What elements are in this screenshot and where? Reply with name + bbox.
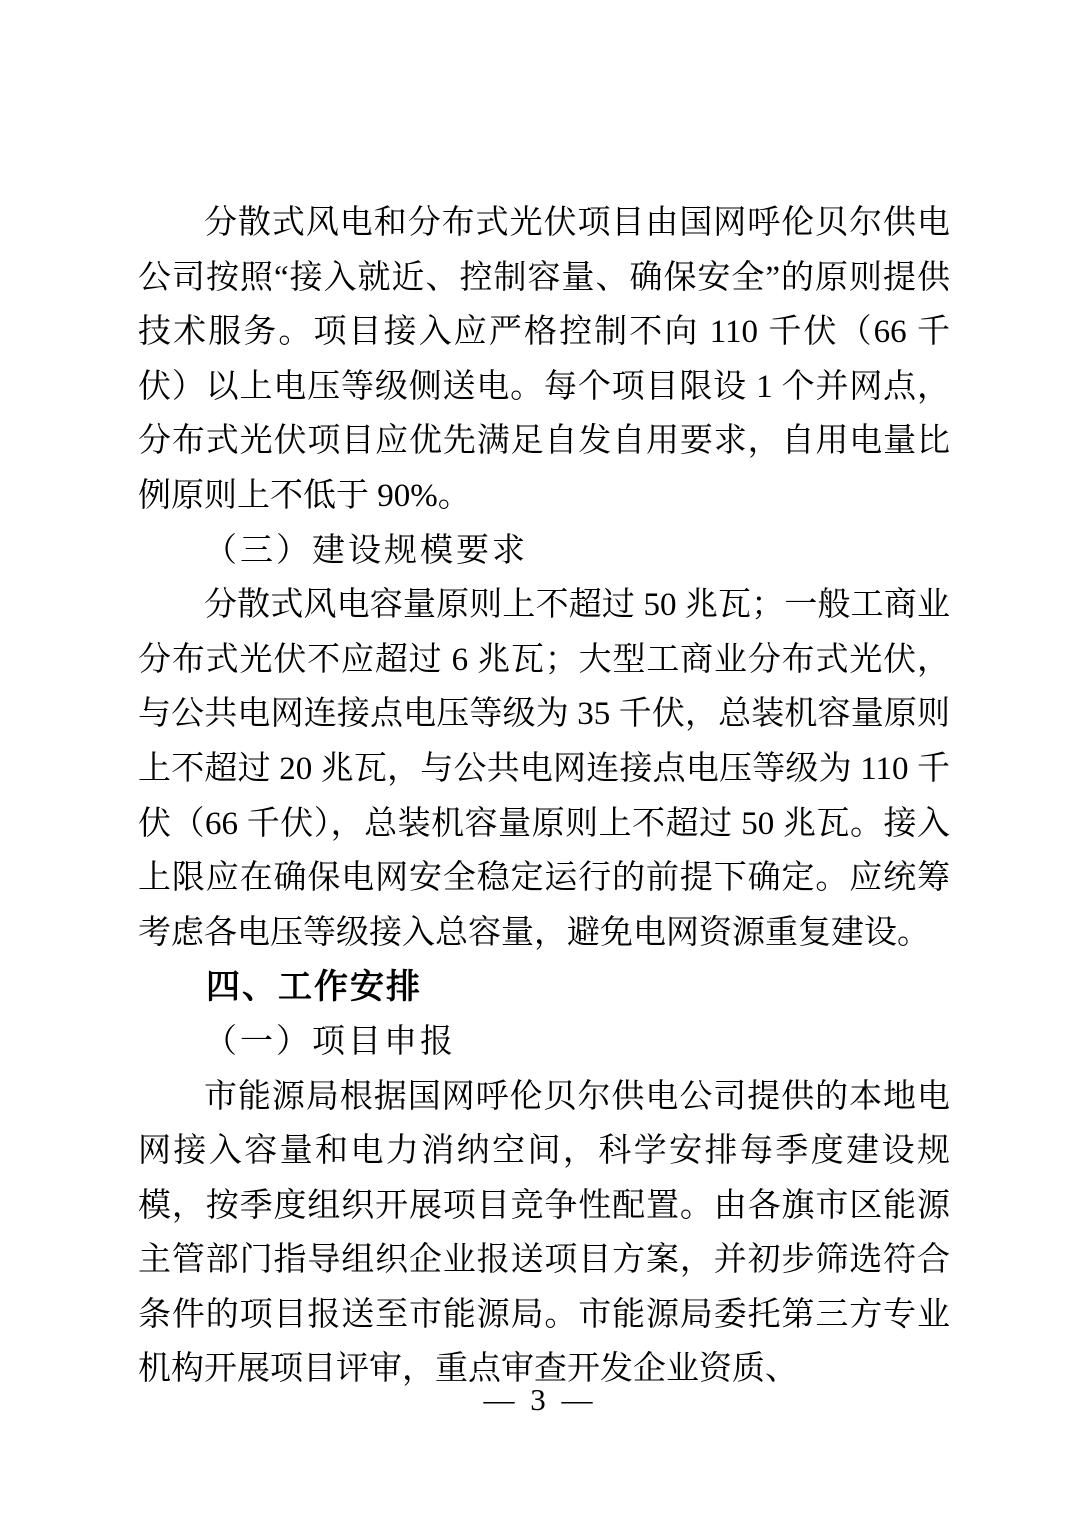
paragraph-grid-service: 分散式风电和分布式光伏项目由国网呼伦贝尔供电公司按照“接入就近、控制容量、确保安全”的原则提供技术服务。项目接入应严格控制不向 110 千伏（66 千伏）以上电压等级侧送电。每个项目限设 1 个并网点，分布式光伏项目应优先满足自发自用要求，自用电量比例原则上不低于 90%。 [138, 205, 950, 514]
paragraph-project-application: 市能源局根据国网呼伦贝尔供电公司提供的本地电网接入容量和电力消纳空间，科学安排每季度建设规模，按季度组织开展项目竞争性配置。由各旗市区能源主管部门指导组织企业报送项目方案，并初步筛选符合条件的项目报送至市能源局。市能源局委托第三方专业机构开展项目评审，重点审查开发企业资质、 [138, 1078, 950, 1388]
heading-construction-scale-requirements: （三）建设规模要求 [204, 532, 528, 569]
heading-work-arrangement: 四、工作安排 [206, 968, 422, 1007]
document-content [138, 196, 950, 1397]
page-number: — 3 — [483, 1382, 597, 1417]
page-footer [0, 1382, 1080, 1418]
paragraph-scale-requirements: 分散式风电容量原则上不超过 50 兆瓦；一般工商业分布式光伏不应超过 6 兆瓦；大型工商业分布式光伏，与公共电网连接点电压等级为 35 千伏，总装机容量原则上不超过 20 兆瓦，与公共电网连接点电压等级为 110 千伏（66 千伏），总装机容量原则上不超过 50 兆瓦。接入上限应在确保电网安全稳定运行的前提下确定。应统筹考虑各电压等级接入总容量，避免电网资源重复建设。 [138, 587, 951, 951]
heading-project-application: （一）项目申报 [204, 1023, 456, 1060]
